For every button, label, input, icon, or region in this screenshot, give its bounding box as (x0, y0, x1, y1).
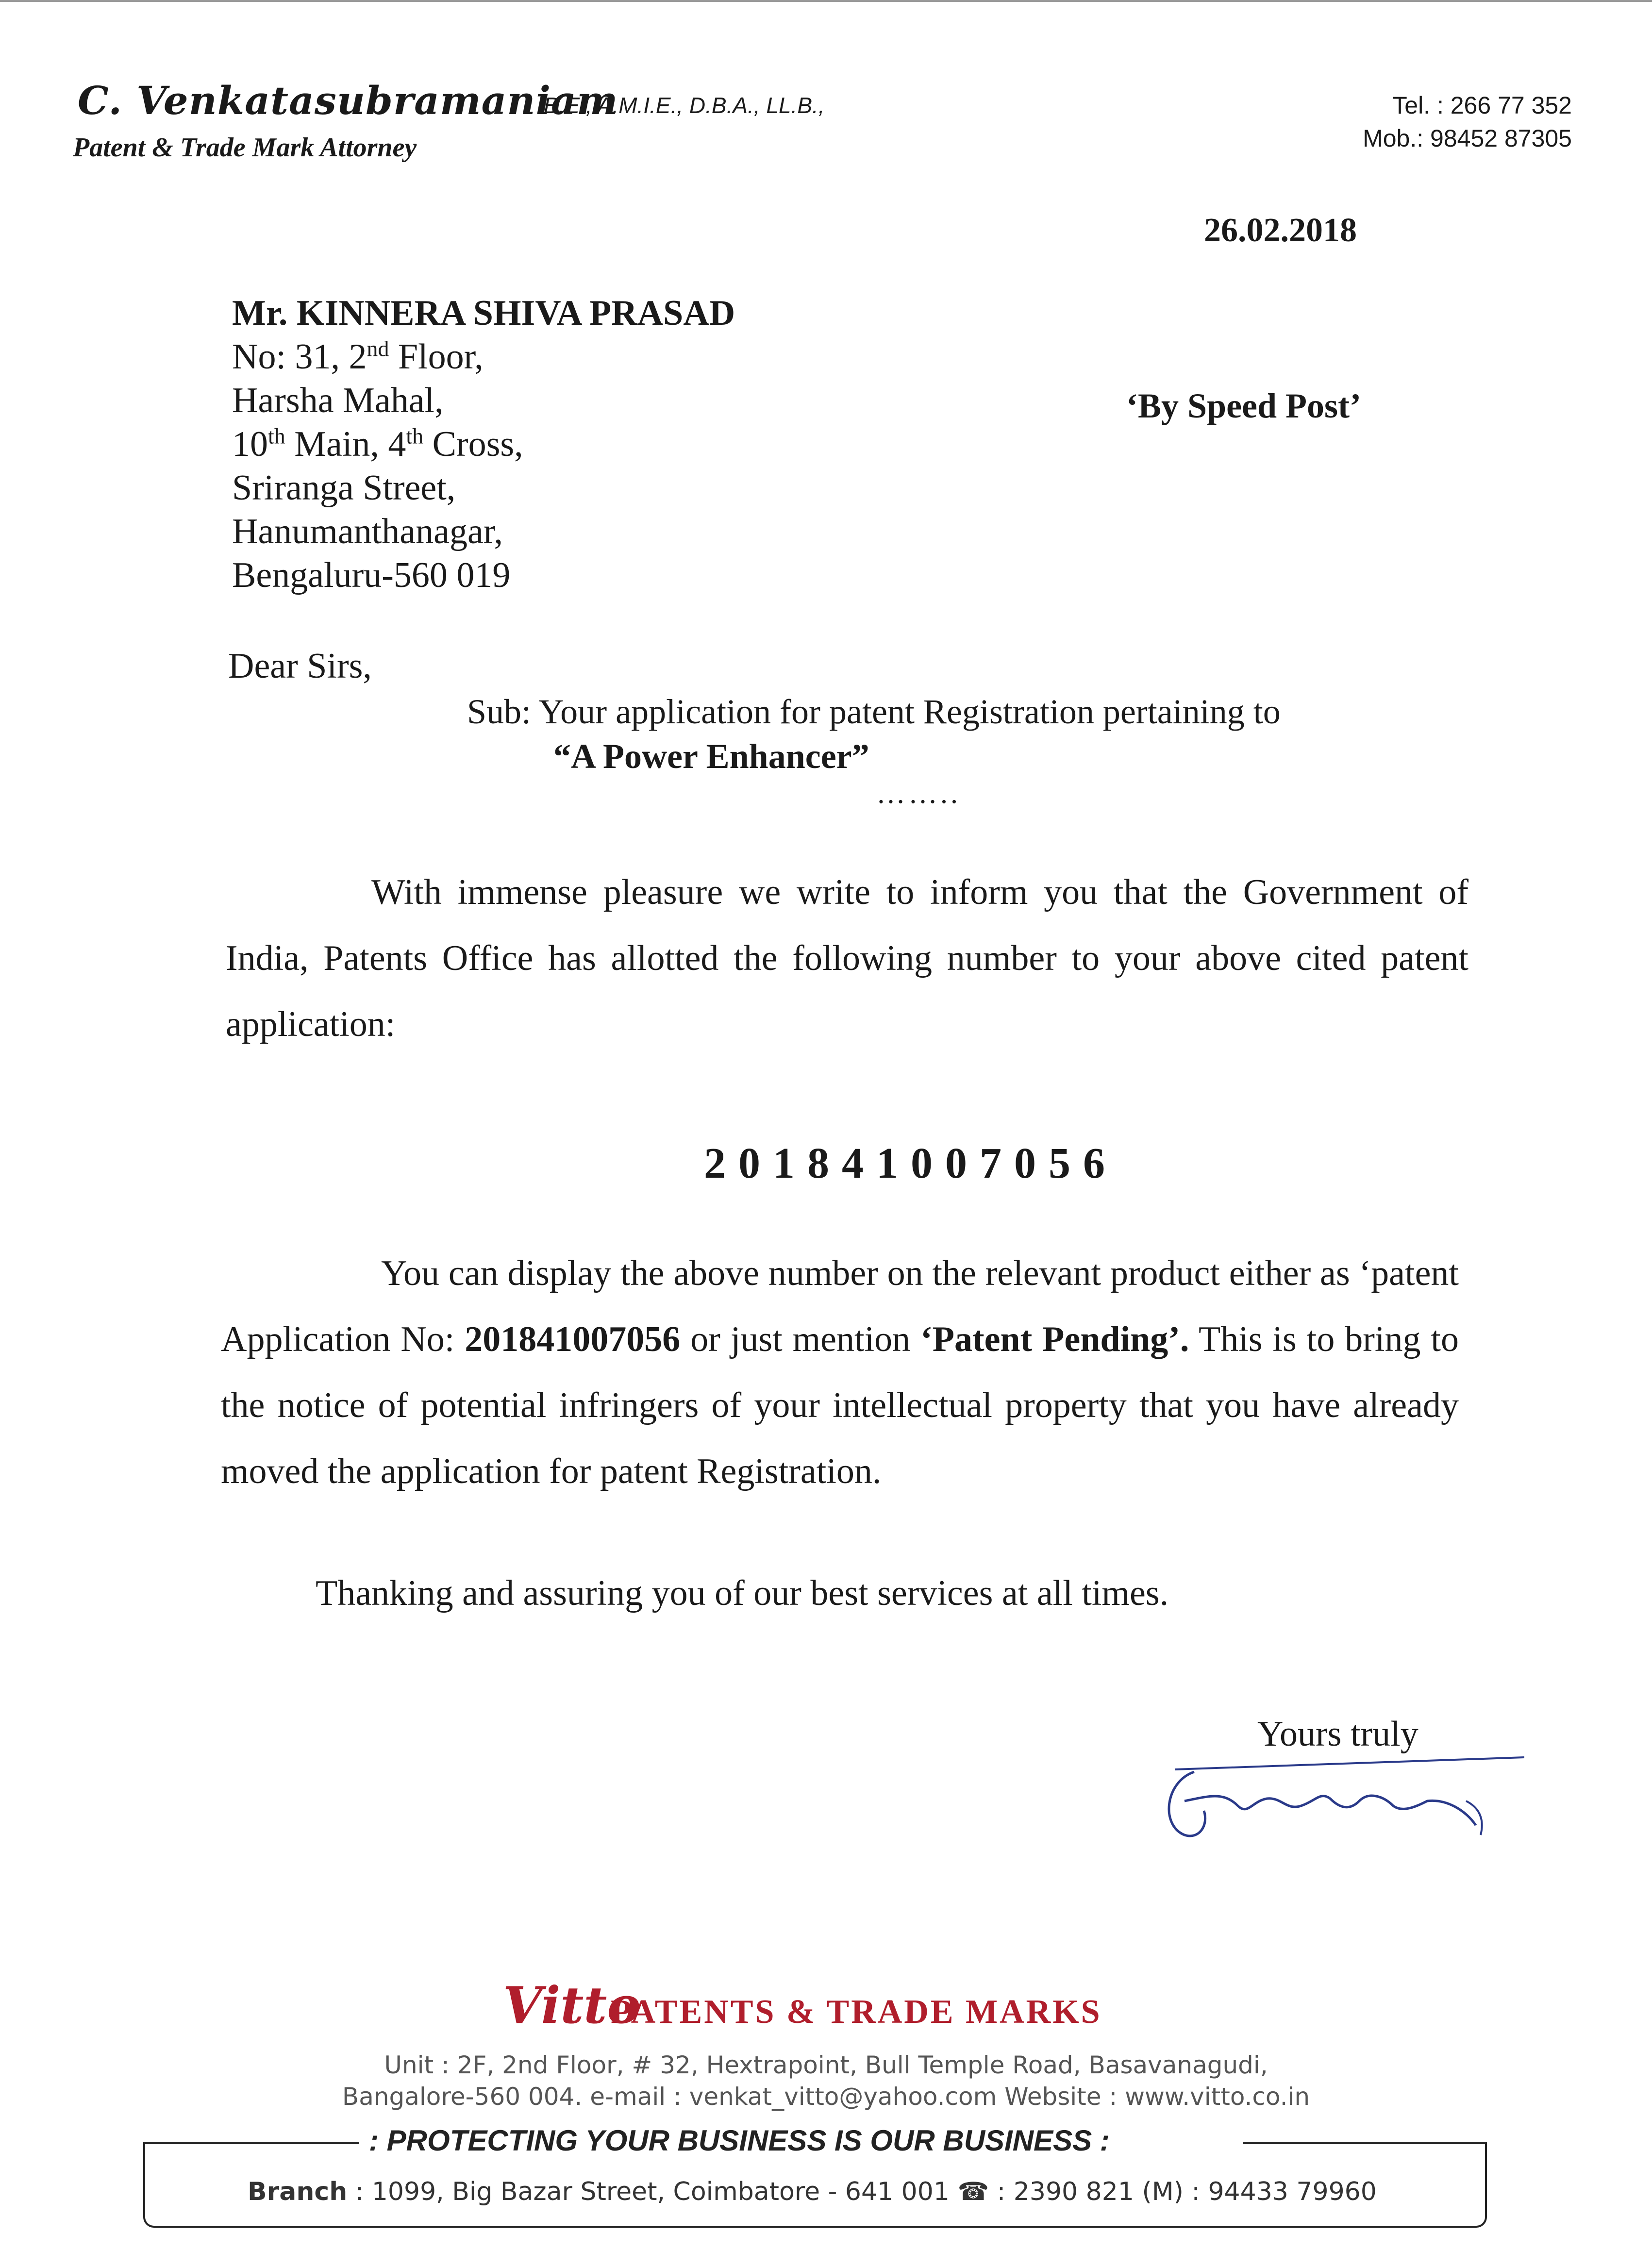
address-line-1: No: 31, 2nd Floor, (232, 336, 484, 377)
attorney-qualifications: B.E., A.M.I.E., D.B.A., LL.B., (544, 93, 825, 118)
branch-address: Branch : 1099, Big Bazar Street, Coimbatore - 641 001 ☎ : 2390 821 (M) : 94433 79960 (248, 2177, 1377, 2206)
application-number: 201841007056 (704, 1139, 1118, 1187)
tagline: : PROTECTING YOUR BUSINESS IS OUR BUSINESS : (369, 2124, 1110, 2157)
address-line-5: Hanumanthanagar, (232, 512, 503, 551)
svg-text:Vitto: Vitto (503, 1975, 641, 2035)
firm-name: PATENTS & TRADE MARKS (611, 1993, 1102, 2031)
recipient-name: Mr. KINNERA SHIVA PRASAD (232, 293, 735, 333)
recipient-address (232, 291, 735, 597)
body-paragraph-1: With immense pleasure we write to inform you that the Government of India, Patents Office has allotted the following number to your above cited patent application: (226, 872, 1468, 1044)
delivery-mode: ‘By Speed Post’ (1126, 386, 1361, 425)
thanks-line: Thanking and assuring you of our best services at all times. (316, 1573, 1169, 1613)
address-line-3: 10th Main, 4th Cross, (232, 423, 523, 464)
subject-title: “A Power Enhancer” (553, 737, 869, 776)
subject-dots: …….. (876, 777, 961, 809)
closing: Yours truly (1257, 1714, 1418, 1754)
body-paragraph-2: You can display the above number on the relevant product either as ‘patent Application No: 201841007056 or just mention ‘Patent Pending’. This is to bring to the notice of potential infringers of your intellectual property that you have already moved the application for patent Registration. (221, 1253, 1459, 1491)
top-rule (0, 0, 1652, 2)
address-line-2: Harsha Mahal, (232, 381, 444, 420)
letter-date: 26.02.2018 (1204, 212, 1357, 249)
attorney-title: Patent & Trade Mark Attorney (73, 133, 417, 163)
subject-line: Sub: Your application for patent Registration pertaining to (467, 692, 1281, 731)
address-line-4: Sriranga Street, (232, 468, 456, 508)
vitto-logo (500, 1972, 641, 2035)
signature (1155, 1752, 1534, 1850)
telephone: Tel. : 266 77 352 (1392, 92, 1572, 119)
address-line-6: Bengaluru-560 019 (232, 555, 511, 595)
footer-address-line-1: Unit : 2F, 2nd Floor, # 32, Hextrapoint, Bull Temple Road, Basavanagudi, (384, 2051, 1268, 2079)
attorney-name: C. Venkatasubramaniam (78, 78, 618, 123)
mobile: Mob.: 98452 87305 (1363, 125, 1572, 152)
salutation: Dear Sirs, (228, 646, 372, 686)
footer-address-line-2: Bangalore-560 004. e-mail : venkat_vitto@yahoo.com Website : www.vitto.co.in (342, 2083, 1310, 2111)
